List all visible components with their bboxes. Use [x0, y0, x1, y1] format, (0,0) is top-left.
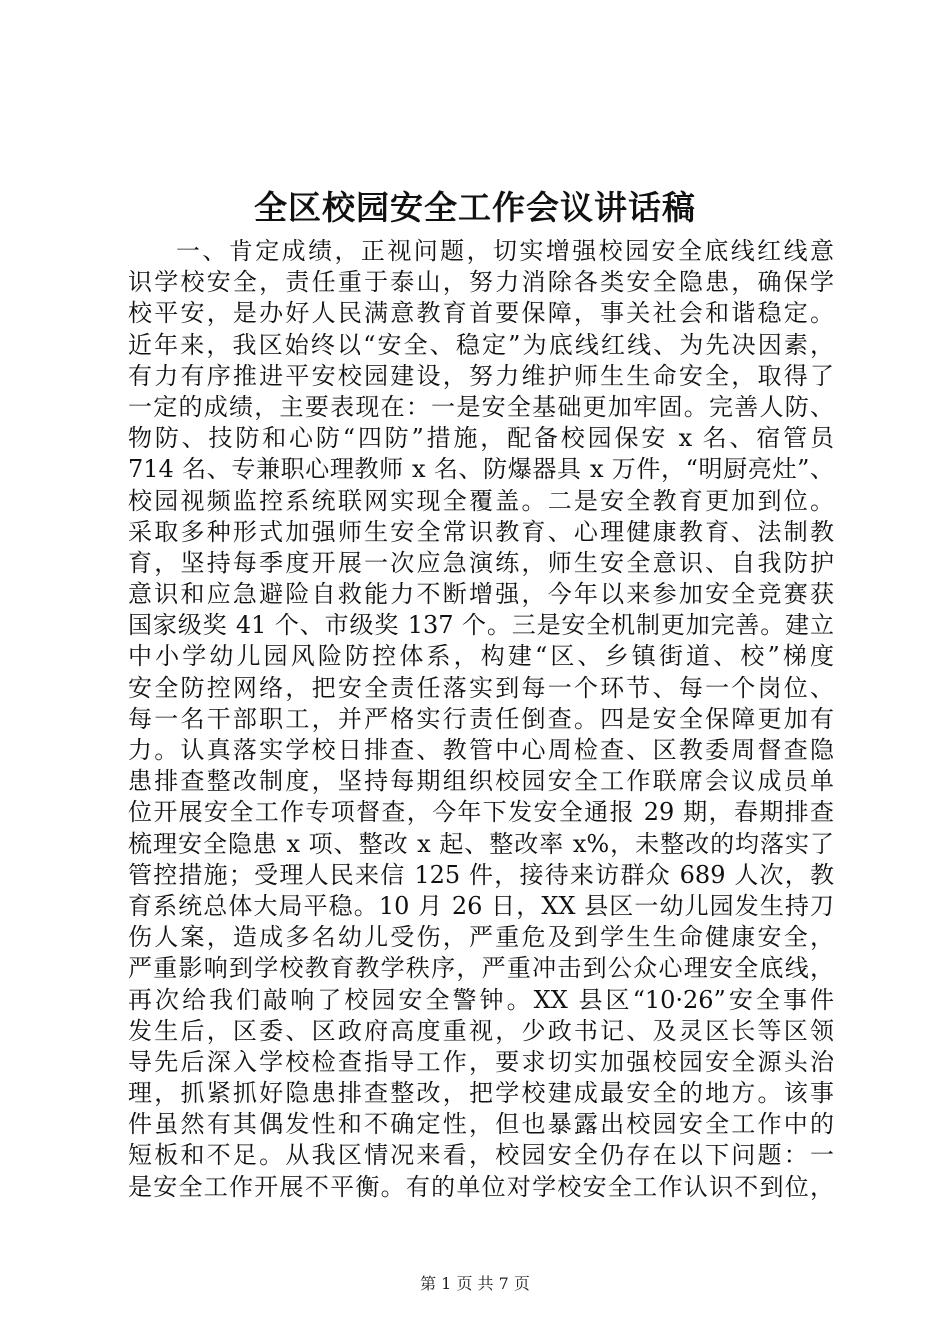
- paragraph-line: 校平安，是办好人民满意教育首要保障，事关社会和谐稳定。: [128, 299, 834, 328]
- paragraph-line: 有力有序推进平安校园建设，努力维护师生生命安全，取得了: [128, 361, 834, 390]
- paragraph-line: 再次给我们敲响了校园安全警钟。XX 县区“10·26”安全事件: [128, 985, 834, 1014]
- document-body: [128, 236, 834, 1203]
- paragraph-line: 力。认真落实学校日排查、教管中心周检查、区教委周督查隐: [128, 736, 834, 764]
- paragraph-line: 梳理安全隐患 x 项、整改 x 起、整改率 x%，未整改的均落实了: [128, 829, 834, 858]
- page-number-footer: 第 1 页 共 7 页: [420, 1274, 530, 1293]
- paragraph-line: 导先后深入学校检查指导工作，要求切实加强校园安全源头治: [128, 1047, 834, 1076]
- paragraph-line: 安全防控网络，把安全责任落实到每一个环节、每一个岗位、: [128, 673, 834, 702]
- document-title: 全区校园安全工作会议讲话稿: [254, 188, 696, 227]
- paragraph-line: 位开展安全工作专项督查，今年下发安全通报 29 期，春期排查: [128, 798, 834, 827]
- paragraph-line: 国家级奖 41 个、市级奖 137 个。三是安全机制更加完善。建立: [128, 611, 834, 640]
- paragraph-line: 育，坚持每季度开展一次应急演练，师生安全意识、自我防护: [128, 548, 834, 577]
- paragraph-line: 短板和不足。从我区情况来看，校园安全仍存在以下问题：一: [128, 1141, 834, 1170]
- paragraph-line: 中小学幼儿园风险防控体系，构建“区、乡镇街道、校”梯度: [128, 642, 834, 671]
- paragraph-line: 采取多种形式加强师生安全常识教育、心理健康教育、法制教: [128, 517, 834, 546]
- paragraph-line: 每一名干部职工，并严格实行责任倒查。四是安全保障更加有: [128, 704, 834, 733]
- paragraph-line: 件虽然有其偶发性和不确定性，但也暴露出校园安全工作中的: [128, 1110, 834, 1139]
- paragraph-line: 714 名、专兼职心理教师 x 名、防爆器具 x 万件，“明厨亮灶”、: [128, 455, 834, 484]
- paragraph-line: 物防、技防和心防“四防”措施，配备校园保安 x 名、宿管员: [128, 424, 834, 453]
- paragraph-line: 理，抓紧抓好隐患排查整改，把学校建成最安全的地方。该事: [128, 1079, 834, 1108]
- paragraph-line: 近年来，我区始终以“安全、稳定”为底线红线、为先决因素，: [128, 330, 834, 359]
- paragraph-line: 是安全工作开展不平衡。有的单位对学校安全工作认识不到位，: [128, 1172, 834, 1201]
- paragraph-line: 一定的成绩，主要表现在：一是安全基础更加牢固。完善人防、: [128, 392, 834, 421]
- paragraph-line: 识学校安全，责任重于泰山，努力消除各类安全隐患，确保学: [128, 268, 834, 297]
- paragraph-line: 一、肯定成绩，正视问题，切实增强校园安全底线红线意: [176, 237, 834, 265]
- paragraph-line: 育系统总体大局平稳。10 月 26 日，XX 县区一幼儿园发生持刀: [128, 891, 834, 920]
- paragraph-line: 严重影响到学校教育教学秩序，严重冲击到公众心理安全底线，: [128, 954, 834, 983]
- paragraph-line: 校园视频监控系统联网实现全覆盖。二是安全教育更加到位。: [128, 486, 834, 515]
- paragraph-line: 发生后，区委、区政府高度重视，少政书记、及灵区长等区领: [128, 1016, 834, 1045]
- paragraph-line: 管控措施；受理人民来信 125 件，接待来访群众 689 人次，教: [128, 860, 834, 889]
- paragraph-line: 患排查整改制度，坚持每期组织校园安全工作联席会议成员单: [128, 767, 834, 796]
- paragraph-line: 意识和应急避险自救能力不断增强，今年以来参加安全竞赛获: [128, 580, 834, 609]
- paragraph-line: 伤人案，造成多名幼儿受伤，严重危及到学生生命健康安全，: [128, 923, 834, 952]
